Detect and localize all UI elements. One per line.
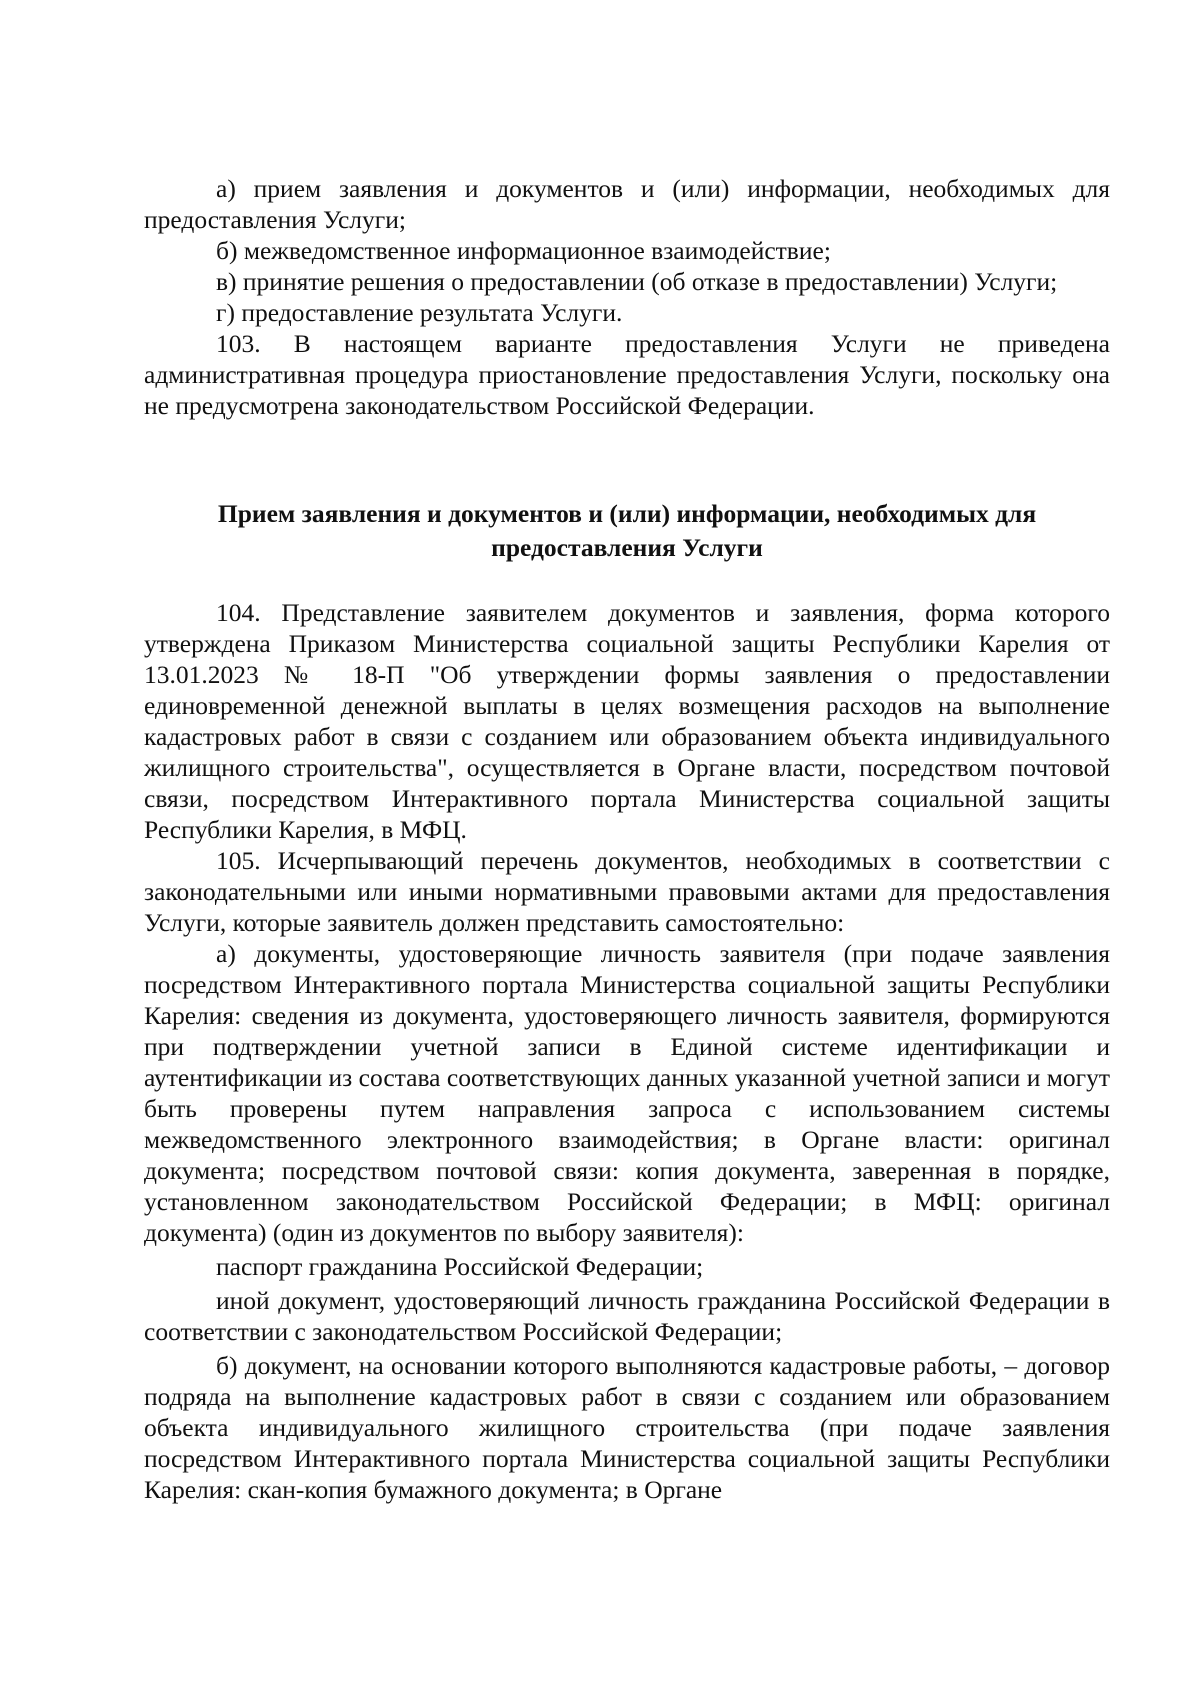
list-item-g: г) предоставление результата Услуги.: [216, 298, 623, 327]
clause-105: 105. Исчерпывающий перечень документов, необходимых в соответствии с законодательными или иными нормативными правовыми актами для предоставления Услуги, которые заявитель должен представить самостоятельно:: [144, 846, 1110, 937]
procedures-list: [144, 173, 1110, 421]
item-b-cadastral-contract: б) документ, на основании которого выполняются кадастровые работы, – договор подряда на выполнение кадастровых работ в связи с созданием или образованием объекта индивидуального жилищного строительства (при подаче заявления посредством Интерактивного портала Министерства социальной защиты Республики Карелия: скан-копия бумажного документа; в Органе: [144, 1351, 1110, 1504]
clause-103: 103. В настоящем варианте предоставления Услуги не приведена административная процедура приостановление предоставления Услуги, поскольку она не предусмотрена законодательством Российской Федерации.: [144, 329, 1110, 420]
section-body: [144, 597, 1110, 1505]
section-heading: Прием заявления и документов и (или) информации, необходимых для предоставления Услуги: [217, 499, 1037, 562]
clause-104: 104. Представление заявителем документов и заявления, форма которого утверждена Приказом Министерства социальной защиты Республики Карелия от 13.01.2023 № 18-П "Об утверждении формы заявления о предоставлении единовременной денежной выплаты в целях возмещения расходов на выполнение кадастровых работ в связи с созданием или образованием объекта индивидуального жилищного строительства", осуществляется в Органе власти, посредством почтовой связи, посредством Интерактивного портала Министерства социальной защиты Республики Карелия, в МФЦ.: [144, 598, 1110, 844]
item-a-identity-documents: а) документы, удостоверяющие личность заявителя (при подаче заявления посредством Интерактивного портала Министерства социальной защиты Республики Карелия: сведения из документа, удостоверяющего личность заявителя, формируются при подтверждении учетной записи в Единой системе идентификации и аутентификации из состава соответствующих данных указанной учетной записи и могут быть проверены путем направления запроса с использованием системы межведомственного электронного взаимодействия; в Органе власти: оригинал документа; посредством почтовой связи: копия документа, заверенная в порядке, установленном законодательством Российской Федерации; в МФЦ: оригинал документа) (один из документов по выбору заявителя):: [144, 939, 1110, 1247]
list-item-v: в) принятие решения о предоставлении (об отказе в предоставлении) Услуги;: [216, 267, 1058, 296]
item-passport: паспорт гражданина Российской Федерации;: [216, 1252, 704, 1281]
list-item-a: а) прием заявления и документов и (или) информации, необходимых для предоставления Услуги;: [144, 174, 1110, 234]
list-item-b: б) межведомственное информационное взаимодействие;: [216, 236, 831, 265]
item-other-identity-document: иной документ, удостоверяющий личность гражданина Российской Федерации в соответствии с законодательством Российской Федерации;: [144, 1286, 1110, 1346]
